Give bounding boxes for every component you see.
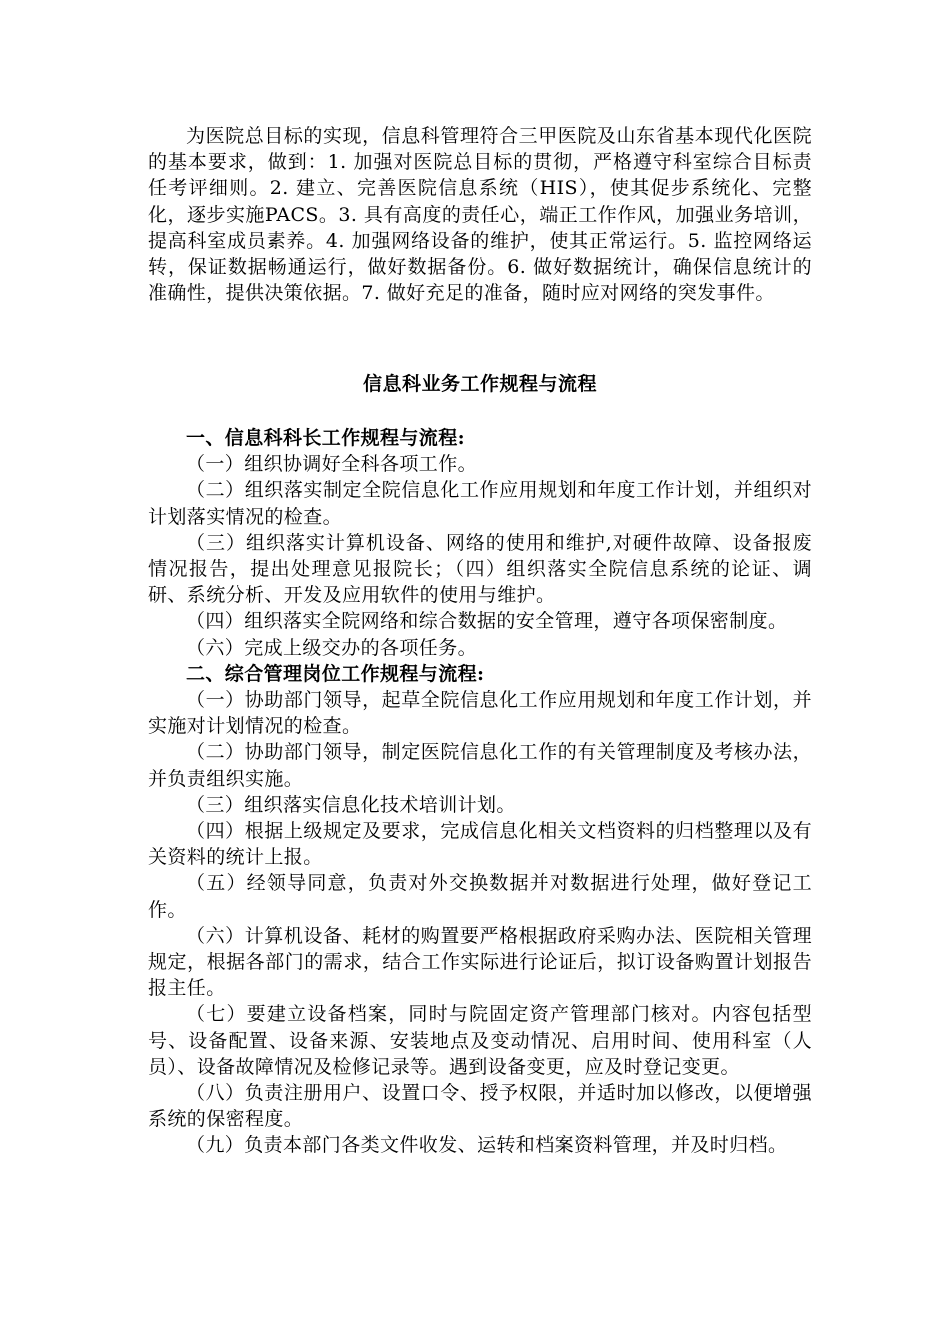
- document-title: 信息科业务工作规程与流程: [362, 373, 597, 395]
- section-item: （三）组织落实计算机设备、网络的使用和维护,对硬件故障、设备报废情况报告，提出处理意见报院长；（四）组织落实全院信息系统的论证、调研、系统分析、开发及应用软件的使用与维护。: [148, 531, 812, 607]
- section-item: （九）负责本部门各类文件收发、运转和档案资料管理，并及时归档。: [186, 1134, 788, 1157]
- section-heading: 一、信息科科长工作规程与流程:: [186, 427, 466, 449]
- section-heading: 二、综合管理岗位工作规程与流程:: [186, 662, 485, 685]
- section-item: （五）经领导同意，负责对外交换数据并对数据进行处理，做好登记工作。: [148, 872, 812, 921]
- section-item: （七）要建立设备档案，同时与院固定资产管理部门核对。内容包括型号、设备配置、设备来源、安装地点及变动情况、启用时间、使用科室（人员）、设备故障情况及检修记录等。遇到设备变更，应及时登记变更。: [148, 1003, 812, 1078]
- intro-paragraph: 为医院总目标的实现，信息科管理符合三甲医院及山东省基本现代化医院的基本要求，做到：1. 加强对医院总目标的贯彻，严格遵守科室综合目标责任考评细则。2. 建立、完善医院信息系统（HIS），使其促步系统化、完整化，逐步实施PACS。3. 具有高度的责任心，端正工作作风，加强业务培训，提高科室成员素养。4. 加强网络设备的维护，使其正常运行。5. 监控网络运转，保证数据畅通运行，做好数据备份。6. 做好数据统计，确保信息统计的准确性，提供决策依据。7. 做好充足的准备，随时应对网络的突发事件。: [148, 125, 812, 305]
- section-item: （四）组织落实全院网络和综合数据的安全管理，遵守各项保密制度。: [186, 610, 788, 633]
- section-item: （八）负责注册用户、设置口令、授予权限，并适时加以修改，以便增强系统的保密程度。: [148, 1082, 812, 1131]
- section-item: （二）协助部门领导，制定医院信息化工作的有关管理制度及考核办法，并负责组织实施。: [148, 741, 812, 790]
- section-item: （二）组织落实制定全院信息化工作应用规划和年度工作计划，并组织对计划落实情况的检查。: [148, 479, 812, 528]
- section-item: （三）组织落实信息化技术培训计划。: [186, 793, 516, 816]
- section-item: （六）计算机设备、耗材的购置要严格根据政府采购办法、医院相关管理规定，根据各部门的需求，结合工作实际进行论证后，拟订设备购置计划报告报主任。: [148, 924, 812, 1000]
- section-item: （六）完成上级交办的各项任务。: [186, 636, 478, 659]
- section-item: （四）根据上级规定及要求，完成信息化相关文档资料的归档整理以及有关资料的统计上报。: [148, 820, 812, 869]
- section-item: （一）协助部门领导，起草全院信息化工作应用规划和年度工作计划，并实施对计划情况的检查。: [148, 689, 812, 738]
- section-item: （一）组织协调好全科各项工作。: [186, 453, 478, 476]
- document-body: [148, 425, 812, 1159]
